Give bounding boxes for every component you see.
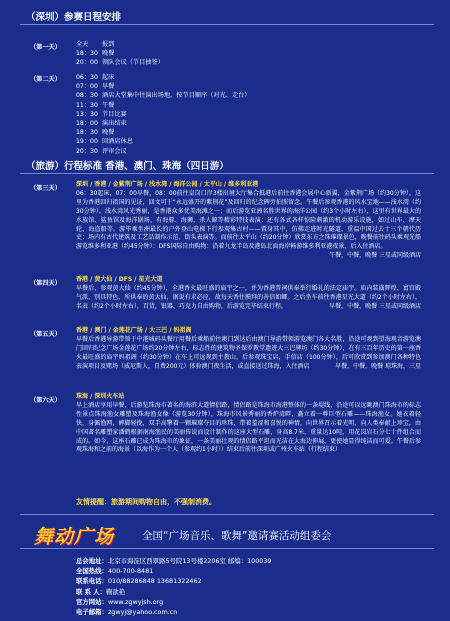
day4-itinerary bbox=[76, 276, 421, 312]
schedule-row: 19：00 回酒店休息 bbox=[76, 138, 133, 146]
day5-meals-hotel: 早餐，中餐，晚餐 琼珠海，三星 bbox=[335, 362, 421, 370]
day-label-1: （第一天） bbox=[30, 44, 61, 51]
email-link[interactable]: zgwyj@yahoo.com.cn bbox=[107, 608, 178, 617]
divider bbox=[20, 514, 434, 515]
schedule-row: 07：00 早餐 bbox=[76, 83, 115, 91]
contact-block bbox=[76, 556, 271, 617]
contact-row: 电子邮箱：zgwyj@yahoo.com.cn bbox=[76, 608, 178, 617]
brand-logo: 舞动广场 bbox=[34, 526, 115, 548]
day6-itinerary bbox=[76, 393, 421, 455]
day-label-3: （第三天） bbox=[30, 185, 61, 192]
contact-row: 全国热线：400-700-8481 bbox=[76, 567, 154, 576]
contact-row: 官方网站：www.zgwyjsh.org bbox=[76, 597, 164, 606]
day1-schedule bbox=[76, 40, 164, 68]
schedule-row: 20：30 评审会议 bbox=[76, 147, 127, 155]
day6-route: 珠海 / 深圳火车站 bbox=[76, 393, 125, 400]
day4-text: 早餐后，参观黄大仙（约45分钟），全港香火最旺盛的庙宇之一，并为香港普祠供奉举行婚礼的法定庙宇。庙内装潢辉煌、富宫殿气派，别具特色，所供奉的黄大仙，据说有求必应，故每天香往膜拜的善信如鲫。之后坐车前往香港星光大道（约2个小时左右），名表（约2个小时左右），百货，银器、巧克力自由购物，后游览完毕结束行程。 bbox=[76, 284, 421, 310]
schedule-row: 18：30 晚餐 bbox=[76, 50, 115, 58]
schedule-row: 全天 报到 bbox=[76, 41, 115, 48]
contact-row: 总会地址：北京市海淀区西翠路5号院13号楼2206室 邮编：100039 bbox=[76, 557, 272, 565]
schedule-row: 18：30 晚餐 bbox=[76, 129, 115, 137]
day-label-4: （第四天） bbox=[30, 280, 61, 287]
day5-text: 早餐后香港导游带领于中港城码头餐厅用餐后乘船前往澳门到达后由澳门导游带领游览澳门各大名胜，沿途可观到望海观音游览澳门回归纪念广场金莲花广场约20分钟左右，标志性的建筑物圣保罗教堂遗迹大三巴牌坊（约30分钟），在有三百年历史的第一座香火最旺盛的庙宇妈祖阁（约30分钟）在车上可远观到主教山，后参观珠宝店，手信店（100分钟），后可欣赏到参加澳门各种特色表演项目及赌场（威尼斯人，自费200元）体验澳门夜生活，或直接送过珠海，入住酒店 bbox=[76, 335, 421, 370]
schedule-row: 20：00 领队会议（节目抽签） bbox=[76, 59, 164, 67]
day6-text: 早上酒店享用早餐，后游览珠海市著名的海滨大道情侣路，情侣路是珠海市海港整体的一条堤线，沿途可以远眺澳门珠海市的标志性景点珠海渔女雕塑及珠海渔女像（游览30分钟），珠海市风景秀丽的香炉湾畔，矗立着一尊巨型石雕——珠海渔女。她衣着轻快，身佩渔网，裤脚轻挽，双手高擎着一颗璀璨夺目的珍珠，带着羞涩和喜悦的神情，向世界召示着光明，向人类奉献上珍宝，由中国著名雕塑家潘鹤根据南海渔民的美丽传说而设计制作的这座大型石雕，身高8.7米，重量达10吨，用花岗岩石分七十件组合而成的。如今，这座石雕已成为珠海市的象征，一条美丽壮观的情侣路平坦而光洁在大海边伸展，更使她显得纯洁而可爱。午餐后参观珠海和之前的海景（以海作为一个人（参观约1小时））结束后前往深圳或广州火车站（行程结束） bbox=[76, 401, 421, 454]
contact-row: 联 系 人：鞠歆艳 bbox=[76, 587, 126, 596]
contact-row: 联系电话：010/88286848 13681322462 bbox=[76, 577, 202, 586]
divider bbox=[20, 173, 434, 174]
schedule-row: 08：30 酒店大堂集中往演出场地，按节目顺序（对光、走台） bbox=[76, 92, 251, 100]
day-label-6: （第六天） bbox=[30, 397, 61, 404]
day3-itinerary bbox=[76, 181, 421, 261]
day-label-2: （第二天） bbox=[30, 76, 61, 83]
brand-slogan: 全国“广场音乐、歌舞”邀请赛活动组委会 bbox=[142, 530, 332, 542]
schedule-row: 06：30 起床 bbox=[76, 74, 115, 81]
schedule-row: 11：30 午餐 bbox=[76, 101, 115, 109]
day3-route: 深圳 / 香港 / 金紫荆广场 / 浅水湾 / 海洋公园 / 太平山 / 维多利亚港 bbox=[76, 181, 259, 188]
day4-route: 香港 / 黄大仙 / DFS / 星光大道 bbox=[76, 276, 163, 283]
day2-schedule bbox=[76, 73, 251, 156]
website-link[interactable]: www.zgwyjsh.org bbox=[107, 597, 164, 606]
day4-meals-hotel: 早餐，中餐，晚餐 三星或同级酒店 bbox=[329, 302, 421, 310]
day5-route: 香港 / 澳门 / 金莲花广场 / 大三巴 / 妈祖阁 bbox=[76, 327, 192, 334]
section-title-schedule: （深圳）参赛日程安排 bbox=[26, 12, 122, 23]
closing-note: 友情提醒：旅游期间购物自由，不强制消费。 bbox=[76, 498, 216, 506]
day-label-5: （第五天） bbox=[30, 331, 61, 338]
schedule-row: 13：30 节目比赛 bbox=[76, 110, 127, 118]
day3-text: 06：30起床，07：00早餐，08：00前往皇岗口岸3楼出境大厅集合抵港后前往香港会展中心新翼，金紫荆广场（约30分钟），这里为香港回归祖国的见证，回文可于“永远盛开的紫荆花”及回归的纪念碑旁拍照留念。午餐后参观香港的风水宝地——浅水湾（约30分钟）。浅水湾风光秀丽，是香港众多优美海滩之一；而后游览亚洲名胜世界的海洋公园（约3个小时左右），这里有世界最大的水族馆、鲨鱼馆及海洋剧场，有海豚、海狮、杀人鲸等精彩特技表演；还有各式各样惊险刺激的机动游乐设施，如过山车、摩天轮、海盗船等。游毕乘坐洲最长的户外登山电梯下行参观集古村——置身其中，仿佛走进时光隧道，重温中国过去十三个朝代历史；场内有古代建筑及工艺品制作示范、街头表演等。而前往太平山（约20分钟）欣赏东方之珠璀璨景色，晚餐前往码头乘观光船游览维多利亚港（约45分钟）：DFS国际自由购物：沿着九龙半岛及港岛北面海岸畅游维多利亚港夜景，后入住酒店。 bbox=[76, 189, 421, 251]
schedule-row: 18：00 演出结束 bbox=[76, 120, 127, 128]
day5-itinerary bbox=[76, 327, 421, 372]
day3-meals-hotel: 午餐，中餐，晚餐 三星或同级酒店 bbox=[329, 252, 421, 260]
divider bbox=[20, 24, 434, 25]
divider bbox=[20, 548, 434, 549]
section-title-tour: （旅游）行程标准 香港、澳门、珠海（四日游） bbox=[26, 161, 229, 172]
